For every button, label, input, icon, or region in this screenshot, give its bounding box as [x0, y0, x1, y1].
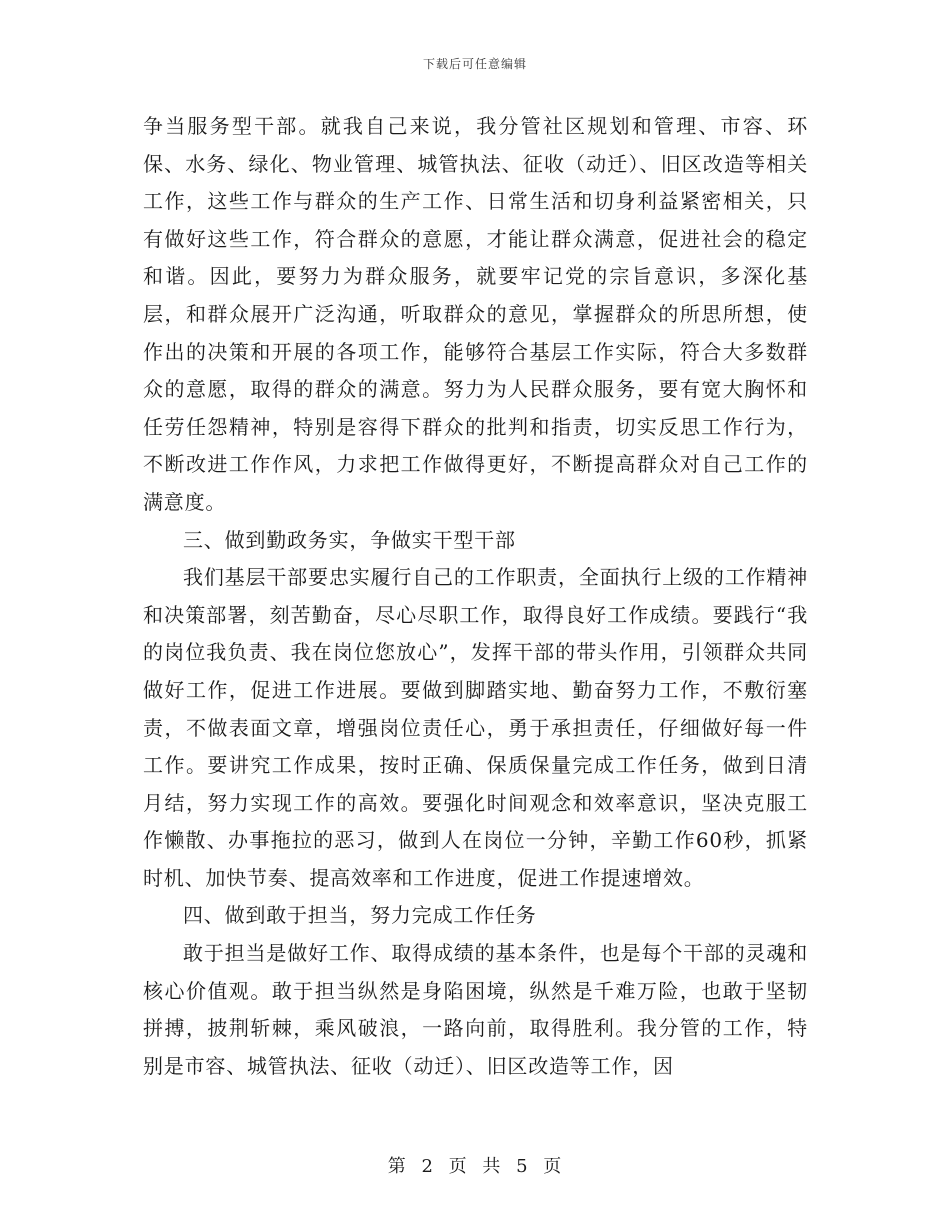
paragraph-2: 我们基层干部要忠实履行自己的工作职责，全面执行上级的工作精神和决策部署，刻苦勤奋，尽心尽职工作，取得良好工作成绩。要践行“我的岗位我负责、我在岗位您放心”，发挥干部的带头作用，引领群众共同做好工作，促进工作进展。要做到脚踏实地、勤奋努力工作，不敷衍塞责，不做表面文章，增强岗位责任心，勇于承担责任，仔细做好每一件工作。要讲究工作成果，按时正确、保质保量完成工作任务，做到日清月结，努力实现工作的高效。要强化时间观念和效率意识，坚决克服工作懒散、办事拖拉的恶习，做到人在岗位一分钟，辛勤工作60秒，抓紧时机、加快节奏、提高效率和工作进度，促进工作提速增效。 [143, 565, 808, 890]
section-heading-3: 三、做到勤政务实，争做实干型干部 [183, 527, 516, 552]
footer-label-di: 第 [387, 1156, 407, 1177]
footer-total-pages: 5 [516, 1156, 529, 1177]
footer-label-ye: 页 [448, 1156, 468, 1177]
document-body [143, 108, 808, 1085]
page-footer [0, 1152, 950, 1178]
footer-page-number: 2 [421, 1156, 434, 1177]
paragraph-3: 敢于担当是做好工作、取得成绩的基本条件，也是每个干部的灵魂和核心价值观。敢于担当纵然是身陷困境，纵然是千难万险，也敢于坚韧拼搏，披荆斩棘，乘风破浪，一路向前，取得胜利。我分管的工作，特别是市容、城管执法、征收（动迁）、旧区改造等工作，因 [143, 941, 808, 1078]
footer-label-ye-2: 页 [543, 1156, 563, 1177]
paragraph-1: 争当服务型干部。就我自己来说，我分管社区规划和管理、市容、环保、水务、绿化、物业管理、城管执法、征收（动迁）、旧区改造等相关工作，这些工作与群众的生产工作、日常生活和切身利益紧密相关，只有做好这些工作，符合群众的意愿，才能让群众满意，促进社会的稳定和谐。因此，要努力为群众服务，就要牢记党的宗旨意识，多深化基层，和群众展开广泛沟通，听取群众的意见，掌握群众的所思所想，使作出的决策和开展的各项工作，能够符合基层工作实际，符合大多数群众的意愿，取得的群众的满意。努力为人民群众服务，要有宽大胸怀和任劳任怨精神，特别是容得下群众的批判和指责，切实反思工作行为，不断改进工作作风，力求把工作做得更好，不断提高群众对自己工作的满意度。 [143, 114, 808, 514]
footer-label-gong: 共 [482, 1156, 502, 1177]
header-note: 下载后可任意编辑 [422, 57, 527, 71]
section-heading-4: 四、做到敢于担当，努力完成工作任务 [183, 903, 537, 928]
